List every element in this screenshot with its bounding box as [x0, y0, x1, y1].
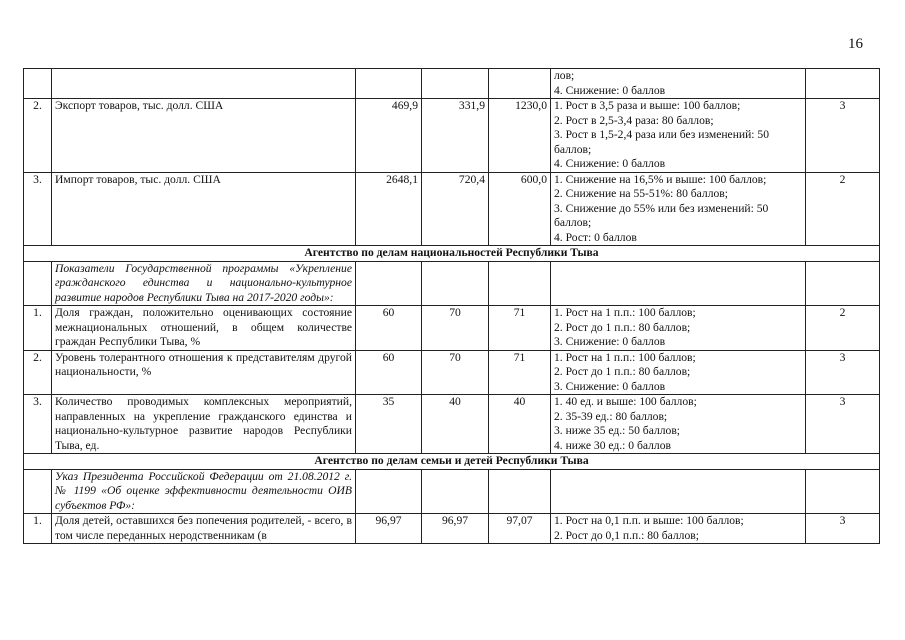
score-cell: 2 — [806, 172, 880, 246]
score-cell: 3 — [806, 99, 880, 173]
criteria-cell — [551, 395, 806, 454]
value-cell: 600,0 — [489, 172, 551, 246]
criteria-line: 2. Рост в 2,5-3,4 раза: 80 баллов; — [554, 113, 714, 127]
table-row — [24, 350, 880, 395]
score-cell — [806, 469, 880, 514]
indicator-cell: Количество проводимых комплексных мероприятий, направленных на укрепление гражданского единства и национально-культурное развитие народов Республики Тыва, ед. — [52, 395, 356, 454]
table-row — [24, 69, 880, 99]
value-cell: 70 — [422, 350, 489, 395]
criteria-line: 2. Рост до 0,1 п.п.: 80 баллов; — [554, 528, 699, 542]
indicator-cell: Доля детей, оставшихся без попечения родителей, - всего, в том числе переданных неродственникам (в — [52, 514, 356, 544]
criteria-cell — [551, 306, 806, 351]
criteria-line: 2. Снижение на 55-51%: 80 баллов; — [554, 187, 728, 200]
row-number: 1. — [24, 514, 52, 544]
subheading-row — [24, 469, 880, 514]
criteria-cell — [551, 69, 806, 99]
value-cell: 71 — [489, 350, 551, 395]
section-title: Агентство по делам национальностей Республики Тыва — [24, 246, 880, 262]
criteria-cell — [551, 469, 806, 514]
section-header-row — [24, 454, 880, 470]
value-cell: 60 — [356, 306, 422, 351]
value-cell: 97,07 — [489, 514, 551, 544]
indicator-cell: Уровень толерантного отношения к представителям другой национальности, % — [52, 350, 356, 395]
page-number: 16 — [848, 36, 863, 52]
criteria-line: 3. Рост в 1,5-2,4 раза или без изменений: 50 баллов; — [554, 128, 770, 156]
row-number: 2. — [24, 99, 52, 173]
value-cell: 469,9 — [356, 99, 422, 173]
value-cell: 35 — [356, 395, 422, 454]
table-row — [24, 172, 880, 246]
criteria-cell — [551, 514, 806, 544]
score-cell — [806, 261, 880, 306]
value-cell — [489, 469, 551, 514]
criteria-line: 1. Рост на 0,1 п.п. и выше: 100 баллов; — [554, 514, 744, 527]
section-title: Агентство по делам семьи и детей Республики Тыва — [24, 454, 880, 470]
row-number: 2. — [24, 350, 52, 395]
table-row — [24, 395, 880, 454]
program-subheading: Показатели Государственной программы «Укрепление гражданского единства и национально-культурное развитие народов Республики Тыва на 2017-2020 годы»: — [52, 261, 356, 306]
row-number — [24, 69, 52, 99]
score-cell: 3 — [806, 514, 880, 544]
value-cell — [422, 261, 489, 306]
criteria-line: 4. Рост: 0 баллов — [554, 230, 637, 244]
criteria-line: 1. Рост на 1 п.п.: 100 баллов; — [554, 350, 696, 364]
criteria-line: 3. Снижение до 55% или без изменений: 50 баллов; — [554, 201, 769, 229]
criteria-line: 2. Рост до 1 п.п.: 80 баллов; — [554, 365, 691, 378]
criteria-line: 1. Рост в 3,5 раза и выше: 100 баллов; — [554, 99, 741, 112]
row-number — [24, 261, 52, 306]
indicator-cell: Экспорт товаров, тыс. долл. США — [52, 99, 356, 173]
value-cell — [356, 469, 422, 514]
value-cell: 1230,0 — [489, 99, 551, 173]
criteria-cell — [551, 350, 806, 395]
value-cell: 2648,1 — [356, 172, 422, 246]
value-cell: 40 — [489, 395, 551, 454]
criteria-cell — [551, 261, 806, 306]
value-cell: 96,97 — [356, 514, 422, 544]
criteria-line: 3. Снижение: 0 баллов — [554, 379, 666, 393]
indicator-cell: Доля граждан, положительно оценивающих состояние межнациональных отношений, в общем количестве граждан Республики Тыва, % — [52, 306, 356, 351]
value-cell: 70 — [422, 306, 489, 351]
decree-subheading: Указ Президента Российской Федерации от 21.08.2012 г. № 1199 «Об оценке эффективности деятельности ОИВ субъектов РФ»: — [52, 469, 356, 514]
criteria-line: 4. Снижение: 0 баллов — [554, 157, 666, 170]
score-cell: 3 — [806, 395, 880, 454]
criteria-line: 4. Снижение: 0 баллов — [554, 83, 666, 97]
criteria-line: лов; — [554, 69, 575, 82]
table-row — [24, 99, 880, 173]
section-header-row — [24, 246, 880, 262]
table-row — [24, 306, 880, 351]
indicators-table — [23, 68, 880, 544]
table-row — [24, 514, 880, 544]
criteria-cell — [551, 172, 806, 246]
score-cell: 2 — [806, 306, 880, 351]
score-cell — [806, 69, 880, 99]
value-cell — [422, 69, 489, 99]
criteria-cell — [551, 99, 806, 173]
criteria-line: 1. Рост на 1 п.п.: 100 баллов; — [554, 306, 696, 319]
value-cell: 720,4 — [422, 172, 489, 246]
indicator-cell — [52, 69, 356, 99]
criteria-line: 2. 35-39 ед.: 80 баллов; — [554, 409, 668, 423]
row-number: 3. — [24, 395, 52, 454]
criteria-line: 3. Снижение: 0 баллов — [554, 335, 666, 348]
criteria-line: 1. Снижение на 16,5% и выше: 100 баллов; — [554, 172, 767, 186]
value-cell — [356, 261, 422, 306]
score-cell: 3 — [806, 350, 880, 395]
value-cell: 331,9 — [422, 99, 489, 173]
value-cell — [422, 469, 489, 514]
row-number: 3. — [24, 172, 52, 246]
value-cell — [489, 69, 551, 99]
criteria-line: 1. 40 ед. и выше: 100 баллов; — [554, 395, 697, 408]
indicator-cell: Импорт товаров, тыс. долл. США — [52, 172, 356, 246]
value-cell: 96,97 — [422, 514, 489, 544]
criteria-line: 4. ниже 30 ед.: 0 баллов — [554, 438, 671, 452]
value-cell — [489, 261, 551, 306]
row-number: 1. — [24, 306, 52, 351]
subheading-row — [24, 261, 880, 306]
criteria-line: 3. ниже 35 ед.: 50 баллов; — [554, 424, 681, 437]
value-cell: 40 — [422, 395, 489, 454]
value-cell — [356, 69, 422, 99]
row-number — [24, 469, 52, 514]
value-cell: 71 — [489, 306, 551, 351]
value-cell: 60 — [356, 350, 422, 395]
criteria-line: 2. Рост до 1 п.п.: 80 баллов; — [554, 320, 691, 334]
